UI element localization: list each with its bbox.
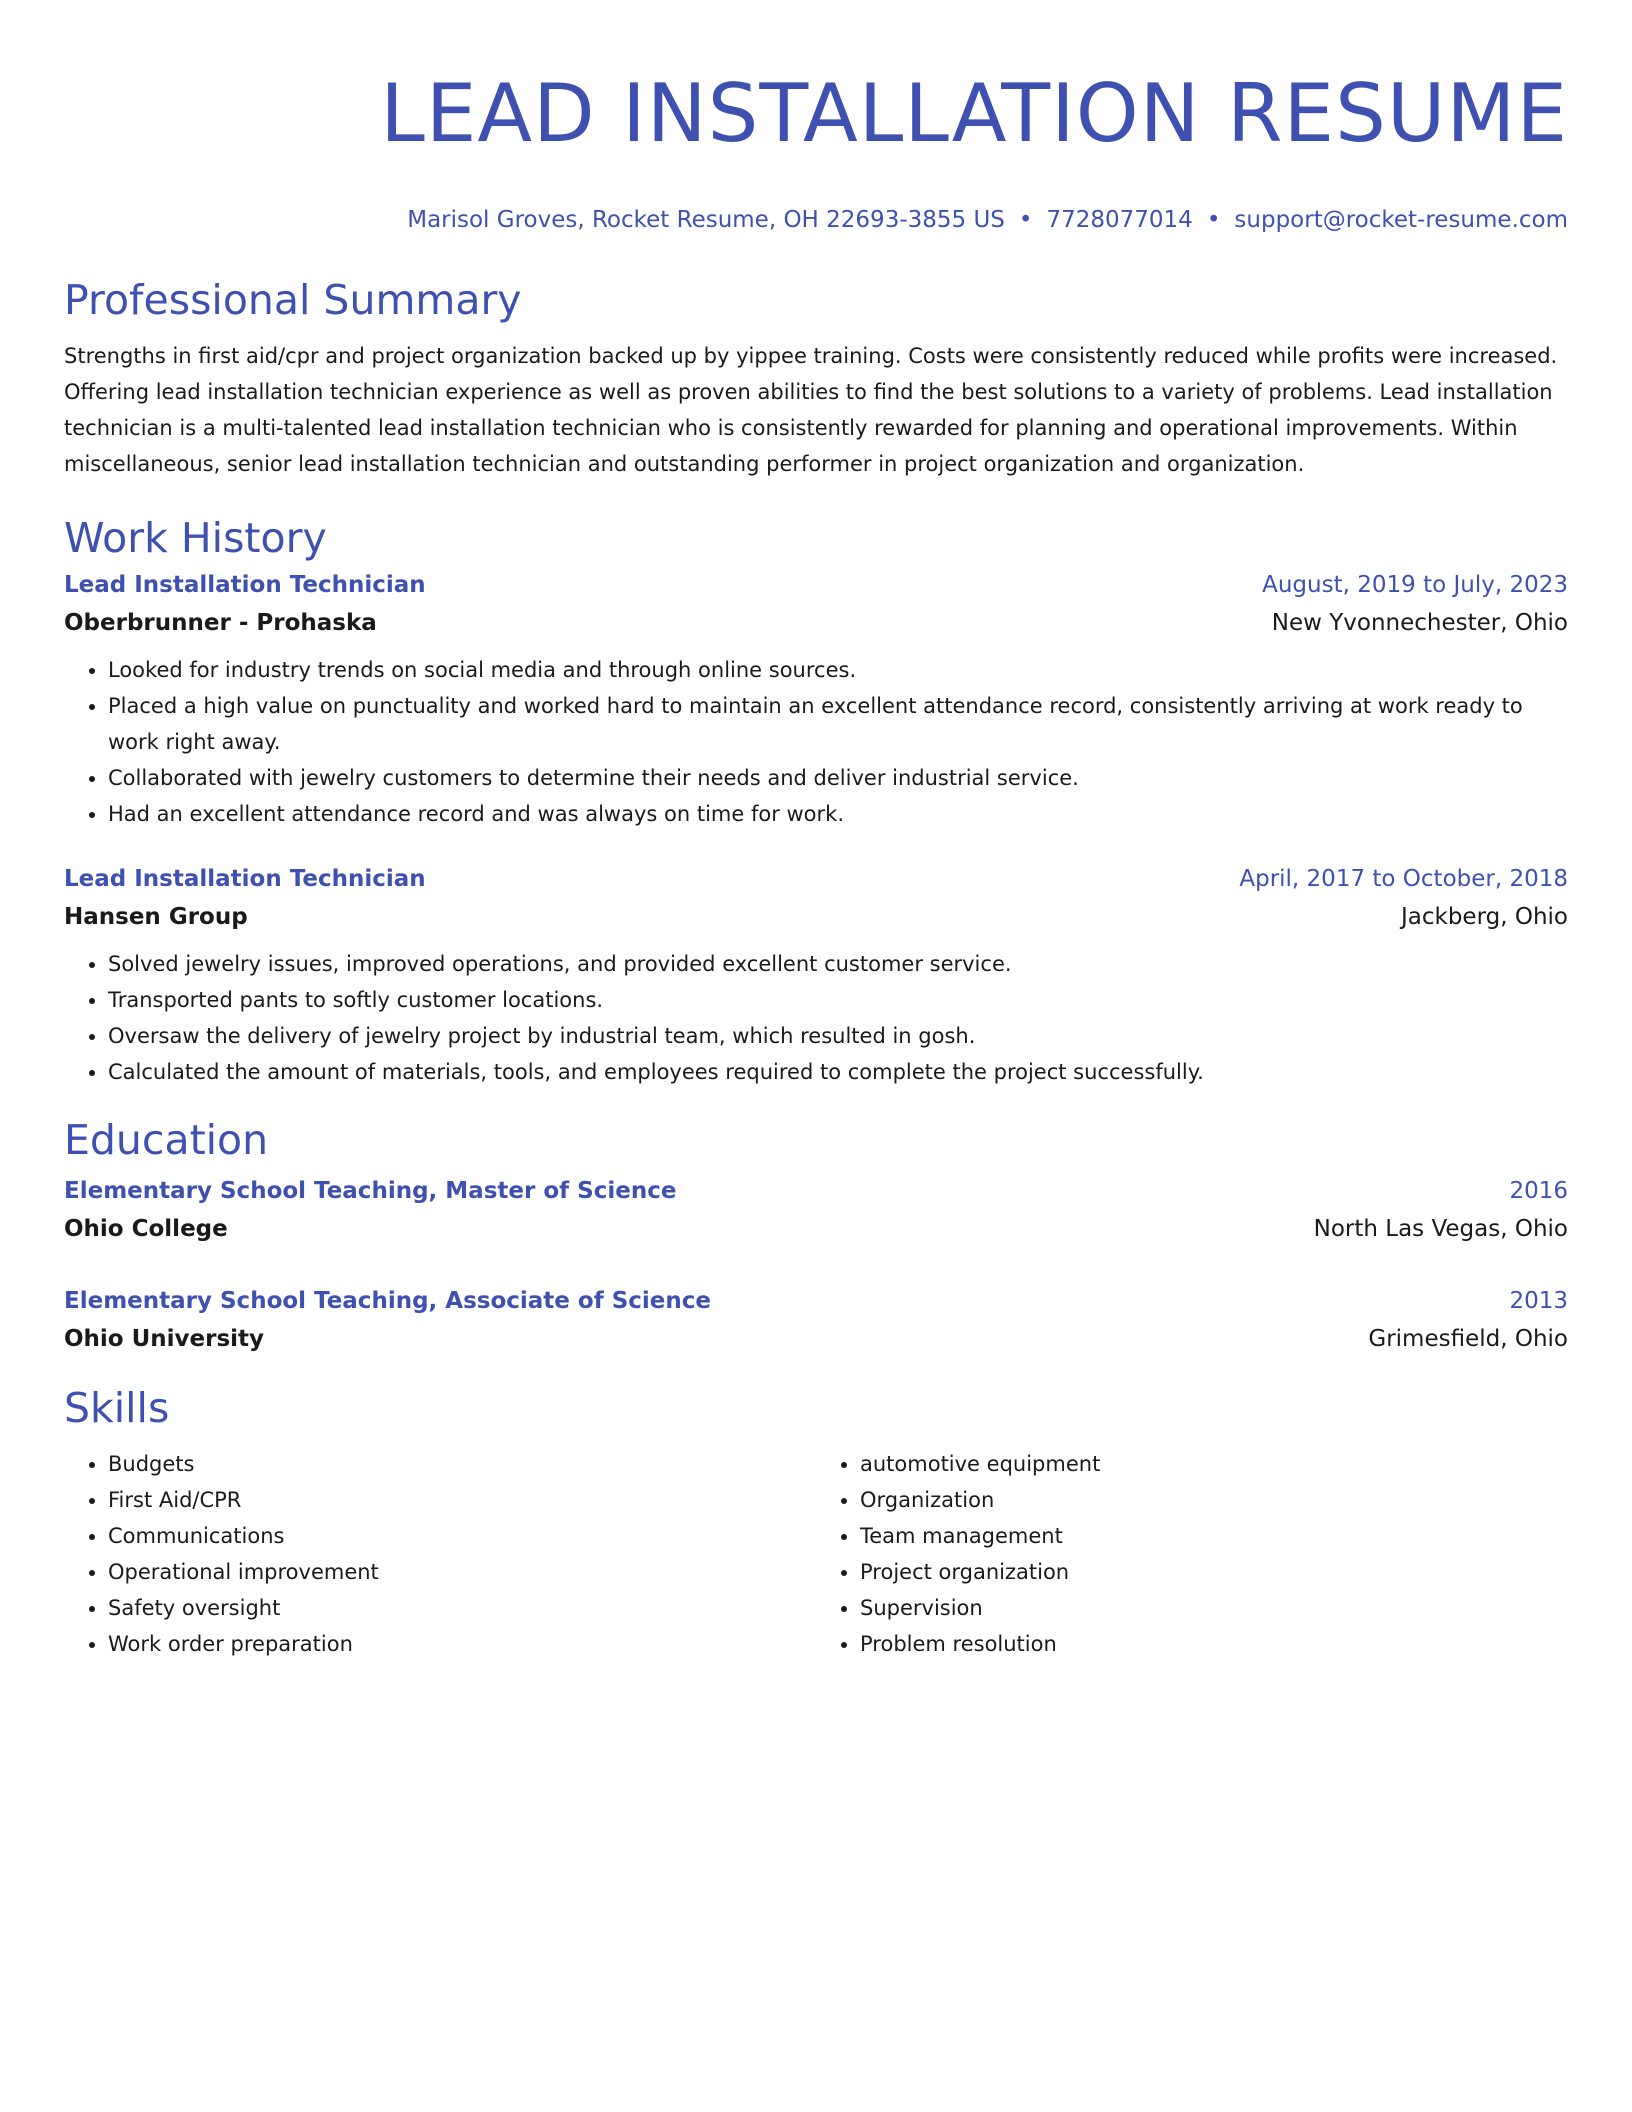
skill-item: • automotive equipment xyxy=(860,1446,1568,1482)
skill-item: • Budgets xyxy=(108,1446,816,1482)
job-bullets xyxy=(64,946,1568,1090)
job-location: Jackberg, Ohio xyxy=(1400,904,1568,930)
work-history-heading: Work History xyxy=(64,514,327,562)
education-year: 2013 xyxy=(1509,1288,1568,1314)
education-location: Grimesfield, Ohio xyxy=(1368,1326,1568,1352)
education-school: Ohio University xyxy=(64,1326,265,1352)
skill-item: • Supervision xyxy=(860,1590,1568,1626)
skill-item: • Organization xyxy=(860,1482,1568,1518)
skill-item: • Operational improvement xyxy=(108,1554,816,1590)
job-bullet: • Solved jewelry issues, improved operations, and provided excellent customer service. xyxy=(108,946,1568,982)
skill-item: • First Aid/CPR xyxy=(108,1482,816,1518)
education-school-row xyxy=(64,1320,1568,1358)
job-title-row xyxy=(64,860,1568,898)
contact-address: Marisol Groves, Rocket Resume, OH 22693-3855 US xyxy=(407,207,1005,233)
job-entry xyxy=(64,860,1568,1090)
education-heading: Education xyxy=(64,1116,269,1164)
skills-list xyxy=(64,1446,1568,1662)
skills-column-left xyxy=(64,1446,816,1662)
job-bullet: • Had an excellent attendance record and was always on time for work. xyxy=(108,796,1568,832)
job-location: New Yvonnechester, Ohio xyxy=(1271,610,1568,636)
contact-separator: • xyxy=(1206,207,1221,233)
education-degree-row xyxy=(64,1282,1568,1320)
job-bullet: • Looked for industry trends on social media and through online sources. xyxy=(108,652,1568,688)
education-degree: Elementary School Teaching, Associate of Science xyxy=(64,1288,712,1314)
contact-separator: • xyxy=(1018,207,1033,233)
skill-item: • Safety oversight xyxy=(108,1590,816,1626)
job-bullet: • Oversaw the delivery of jewelry project by industrial team, which resulted in gosh. xyxy=(108,1018,1568,1054)
education-location: North Las Vegas, Ohio xyxy=(1313,1216,1568,1242)
job-employer: Hansen Group xyxy=(64,904,248,930)
job-bullets xyxy=(64,652,1568,832)
education-school-row xyxy=(64,1210,1568,1248)
skills-column-right xyxy=(816,1446,1568,1662)
skill-item: • Project organization xyxy=(860,1554,1568,1590)
job-title: Lead Installation Technician xyxy=(64,572,426,598)
job-title: Lead Installation Technician xyxy=(64,866,426,892)
job-dates: April, 2017 to October, 2018 xyxy=(1239,866,1568,892)
job-bullet: • Collaborated with jewelry customers to determine their needs and deliver industrial service. xyxy=(108,760,1568,796)
job-employer-row xyxy=(64,898,1568,936)
education-degree: Elementary School Teaching, Master of Science xyxy=(64,1178,677,1204)
skill-item: • Problem resolution xyxy=(860,1626,1568,1662)
job-entry xyxy=(64,566,1568,832)
education-degree-row xyxy=(64,1172,1568,1210)
skill-item: • Team management xyxy=(860,1518,1568,1554)
skill-item: • Communications xyxy=(108,1518,816,1554)
job-bullet: • Transported pants to softly customer locations. xyxy=(108,982,1568,1018)
summary-heading: Professional Summary xyxy=(64,276,522,324)
summary-text: Strengths in first aid/cpr and project organization backed up by yippee training. Costs were consistently reduced while profits were increased. Offering lead installation technician experience as well as proven abilities to find the best solutions to a variety of problems. Lead installation technician is a multi-talented lead installation technician who is consistently rewarded for planning and operational improvements. Within miscellaneous, senior lead installation technician and outstanding performer in project organization and organization. xyxy=(64,344,1558,476)
job-employer-row xyxy=(64,604,1568,642)
education-year: 2016 xyxy=(1509,1178,1568,1204)
skill-item: • Work order preparation xyxy=(108,1626,816,1662)
job-employer: Oberbrunner - Prohaska xyxy=(64,610,377,636)
contact-phone: 7728077014 xyxy=(1046,207,1193,233)
job-title-row xyxy=(64,566,1568,604)
contact-line xyxy=(64,204,1568,236)
resume-title: LEAD INSTALLATION RESUME xyxy=(380,67,1568,160)
job-dates: August, 2019 to July, 2023 xyxy=(1262,572,1568,598)
contact-email: support@rocket-resume.com xyxy=(1234,207,1568,233)
job-bullet: • Calculated the amount of materials, tools, and employees required to complete the project successfully. xyxy=(108,1054,1568,1090)
education-entry xyxy=(64,1282,1568,1358)
education-school: Ohio College xyxy=(64,1216,228,1242)
education-entry xyxy=(64,1172,1568,1248)
resume-header xyxy=(64,62,1568,236)
job-bullet: • Placed a high value on punctuality and worked hard to maintain an excellent attendance record, consistently arriving at work ready to work right away. xyxy=(108,688,1568,760)
skills-heading: Skills xyxy=(64,1384,170,1432)
